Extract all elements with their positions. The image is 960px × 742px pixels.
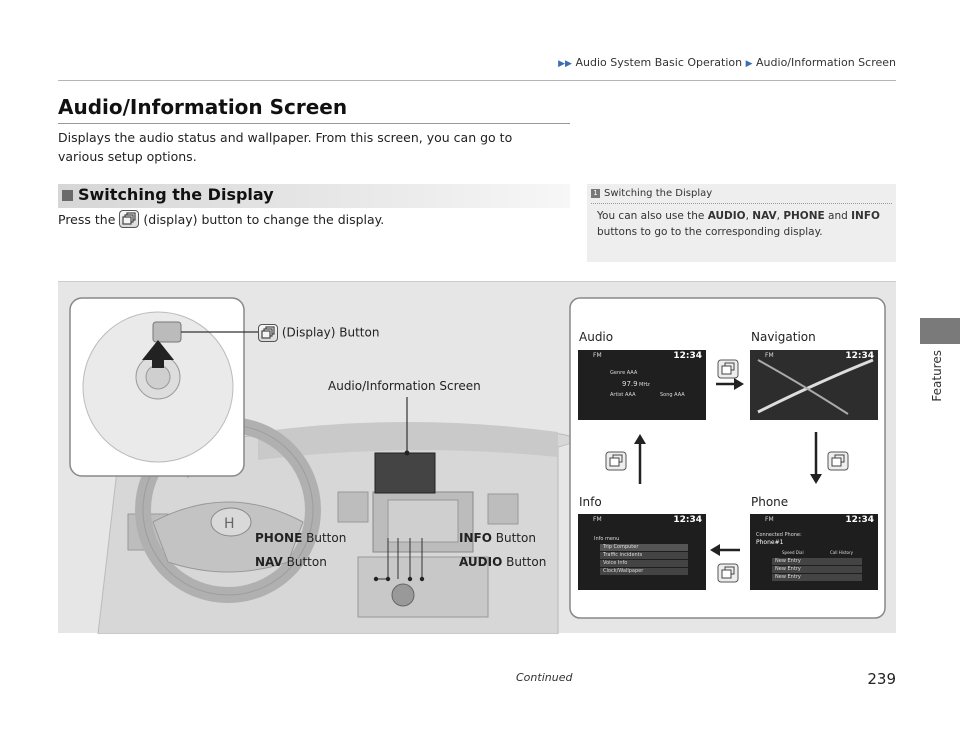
mini-connected-phone: Connected Phone: (756, 532, 802, 538)
display-button-label: (Display) Button (281, 325, 380, 340)
mini-info-item: Trip Computer (600, 544, 688, 551)
note-title (591, 188, 712, 199)
note-text-part: You can also use the (597, 210, 708, 222)
mini-mhz: MHz (639, 382, 650, 388)
breadcrumb (558, 56, 896, 69)
mini-phone-entry: New Entry (772, 558, 862, 565)
section-square-icon (62, 190, 73, 201)
button-word: Button (495, 531, 536, 545)
phone-mini-screen (750, 514, 878, 590)
note-keyword-info: INFO (851, 210, 880, 222)
page-title: Audio/Information Screen (58, 95, 348, 119)
note-text-part: and (824, 210, 852, 222)
mini-song: Song AAA (660, 392, 685, 398)
mini-clock: 12:34 (673, 515, 702, 525)
navigation-mini-screen (750, 350, 878, 420)
info-mini-screen (578, 514, 706, 590)
note-text-part: buttons to go to the corresponding display. (597, 226, 823, 238)
press-text-before: Press the (58, 211, 116, 227)
phone-keyword: PHONE (255, 531, 303, 545)
mini-info-item: Voice Info (600, 560, 688, 567)
svg-text:H: H (224, 516, 235, 532)
mini-freq: 97.9 (622, 380, 638, 388)
info-button-label (459, 531, 536, 545)
press-instruction (58, 210, 384, 228)
nav-button-label (255, 555, 327, 569)
breadcrumb-part-1[interactable]: Audio System Basic Operation (575, 56, 743, 69)
note-text (597, 208, 887, 240)
display-button-icon (258, 324, 278, 342)
mini-fm: FM (593, 516, 602, 523)
mini-fm: FM (765, 352, 774, 359)
intro-text: Displays the audio status and wallpaper. From this screen, you can go to various setup options. (58, 130, 513, 164)
display-button-icon (718, 360, 738, 378)
mini-clock: 12:34 (845, 351, 874, 361)
navigation-screen-label: Navigation (751, 330, 816, 344)
mini-phone-entry: New Entry (772, 574, 862, 581)
page-number: 239 (867, 670, 896, 688)
dashboard-illustration (58, 281, 896, 633)
mini-clock: 12:34 (845, 515, 874, 525)
section-header (58, 184, 570, 208)
mini-genre: Genre AAA (610, 370, 638, 376)
note-divider (591, 203, 892, 204)
audio-keyword: AUDIO (459, 555, 503, 569)
header-rule (58, 80, 896, 81)
breadcrumb-arrow-icon: ▶▶ (558, 59, 572, 69)
mini-info-item: Traffic incidents (600, 552, 688, 559)
mini-info-menu: Info menu (594, 536, 620, 542)
display-button-icon (606, 452, 626, 470)
display-button-icon (718, 564, 738, 582)
note-title-text: Switching the Display (604, 188, 713, 199)
info-screen-label: Info (579, 495, 602, 509)
note-marker-icon: 1 (591, 189, 600, 198)
display-button-icon (119, 210, 139, 228)
note-keyword-audio: AUDIO (707, 210, 746, 222)
title-rule (58, 123, 570, 124)
mini-call-history: Call History (830, 550, 853, 555)
audio-button-label (459, 555, 546, 569)
mini-artist: Artist AAA (610, 392, 636, 398)
section-tab (920, 318, 960, 344)
mini-fm: FM (593, 352, 602, 359)
note-box (587, 184, 896, 262)
phone-screen-label: Phone (751, 495, 789, 509)
mini-fm: FM (765, 516, 774, 523)
continued-label: Continued (516, 671, 573, 684)
audio-mini-screen (578, 350, 706, 420)
audio-screen-label: Audio (579, 330, 614, 344)
press-text-after: (display) button to change the display. (143, 211, 385, 227)
info-keyword: INFO (459, 531, 492, 545)
note-keyword-nav: NAV (752, 210, 777, 222)
section-title: Switching the Display (78, 185, 274, 204)
mini-clock: 12:34 (673, 351, 702, 361)
phone-button-label (255, 531, 346, 545)
mini-speed-dial: Speed Dial (782, 550, 804, 555)
breadcrumb-arrow-icon: ▶ (745, 59, 753, 69)
note-keyword-phone: PHONE (783, 210, 825, 222)
button-word: Button (506, 555, 547, 569)
mini-info-item: Clock/Wallpaper (600, 568, 688, 575)
note-text-part: , (745, 210, 753, 222)
nav-keyword: NAV (255, 555, 283, 569)
mini-phone-entry: New Entry (772, 566, 862, 573)
display-button-icon (828, 452, 848, 470)
screen-label: Audio/Information Screen (328, 379, 481, 393)
display-button-callout (258, 324, 379, 342)
button-word: Button (286, 555, 327, 569)
button-word: Button (306, 531, 347, 545)
mini-phone-name: Phone#1 (756, 539, 784, 546)
breadcrumb-part-2[interactable]: Audio/Information Screen (756, 56, 896, 69)
note-text-part: , (776, 210, 784, 222)
side-section-label: Features (930, 350, 944, 402)
